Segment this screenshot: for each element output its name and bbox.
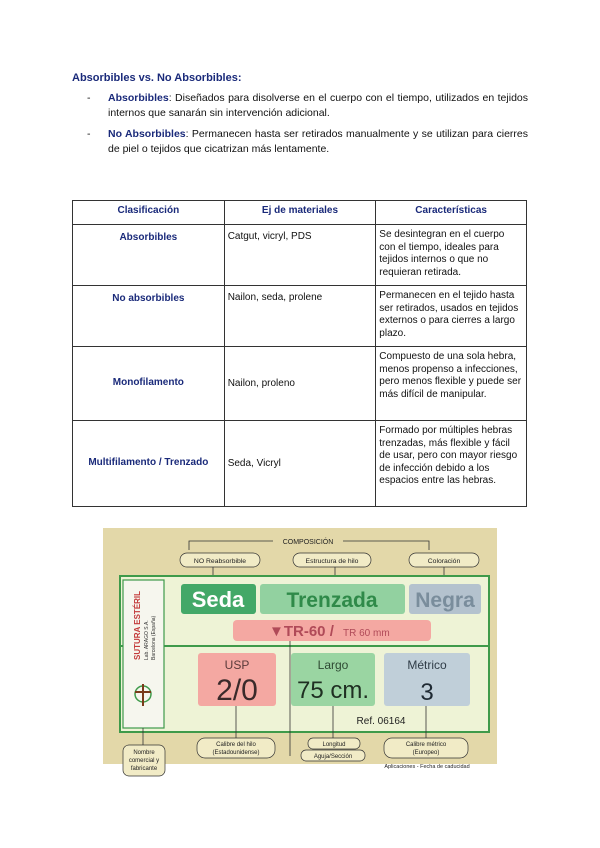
label-nombre-line: Nombre <box>133 750 155 756</box>
classification-table <box>72 200 527 507</box>
label-calibre-metrico-line: Calibre métrico <box>405 742 447 748</box>
bullet-no-absorbibles <box>87 127 529 157</box>
row-name: Monofilamento <box>73 347 225 421</box>
bracket-line <box>343 541 429 550</box>
table-header-row <box>73 201 527 225</box>
brand-title: SUTURA ESTÉRIL <box>133 590 142 660</box>
brand-line: Lab. ARAGO S.A. <box>144 620 150 660</box>
row-materials: Catgut, vicryl, PDS <box>224 225 376 286</box>
label-aguja-text: Aguja/Sección <box>313 754 353 760</box>
table-row <box>73 225 527 286</box>
bullet-absorbibles <box>87 91 528 121</box>
usp-value: 2/0 <box>216 674 258 707</box>
bullet-text: : Permanecen hasta ser retirados manualmente y se utilizan para cierres de piel o tejidos que cicatrizan más lentamente. <box>108 128 529 155</box>
header-caracteristicas: Características <box>376 201 527 225</box>
label-calibre-hilo-line: (Estadounidense) <box>212 750 260 756</box>
bullet-dash: - <box>87 128 91 140</box>
row-materials: Nailon, seda, prolene <box>224 286 376 347</box>
label-calibre-metrico-line: (Europeo) <box>412 750 440 756</box>
bullet-term: Absorbibles <box>108 92 169 104</box>
row-name: No absorbibles <box>73 286 225 347</box>
negra-text: Negra <box>415 589 475 612</box>
bullet-dash: - <box>87 92 91 104</box>
tr-code: ▼TR-60 / <box>269 623 334 640</box>
table-row <box>73 347 527 421</box>
label-longitud-text: Longitud <box>322 742 346 748</box>
header-clasificacion: Clasificación <box>73 201 225 225</box>
section-heading: Absorbibles vs. No Absorbibles: <box>72 72 242 84</box>
row-name: Absorbibles <box>73 225 225 286</box>
ref-number: Ref. 06164 <box>356 716 406 727</box>
tr-sub: TR 60 mm <box>343 628 390 639</box>
footer-text: Aplicaciones - Fecha de caducidad <box>384 764 470 770</box>
metrico-value: 3 <box>420 679 434 706</box>
bullet-text: : Diseñados para disolverse en el cuerpo con el tiempo, utilizados en tejidos internos que sanarán sin intervención adicional. <box>108 92 528 119</box>
metrico-label: Métrico <box>407 658 447 672</box>
label-coloracion-text: Coloración <box>427 558 461 565</box>
row-desc: Compuesto de una sola hebra, menos propenso a infecciones, pero menos flexible y puede ser más difícil de manipular. <box>376 347 527 421</box>
suture-label-figure <box>103 528 497 772</box>
label-nombre-line: fabricante <box>130 766 158 772</box>
header-materiales: Ej de materiales <box>224 201 376 225</box>
label-nombre-line: comercial y <box>128 758 160 764</box>
row-materials: Seda, Vicryl <box>224 421 376 507</box>
bullet-term: No Absorbibles <box>108 128 186 140</box>
row-name: Multifilamento / Trenzado <box>73 421 225 507</box>
trenzada-text: Trenzada <box>286 589 378 612</box>
usp-label: USP <box>224 658 250 672</box>
row-desc: Permanecen en el tejido hasta ser retirados, usados en tejidos externos o para cierres a largo plazo. <box>376 286 527 347</box>
row-desc: Formado por múltiples hebras trenzadas, más flexible y fácil de usar, pero con mayor riesgo de infección debido a los espacios entre las hebras. <box>376 421 527 507</box>
table-row <box>73 286 527 347</box>
row-materials: Nailon, proleno <box>224 347 376 421</box>
brand-line: Barcelona (España) <box>151 615 157 660</box>
bracket-line <box>189 541 273 550</box>
largo-value: 75 cm. <box>296 677 370 704</box>
label-estructura-text: Estructura de hilo <box>305 558 359 565</box>
table-row <box>73 421 527 507</box>
largo-label: Largo <box>317 658 349 672</box>
label-calibre-hilo-line: Calibre del hilo <box>216 742 256 748</box>
composicion-title: COMPOSICIÓN <box>282 539 334 546</box>
seda-text: Seda <box>191 587 245 612</box>
row-desc: Se desintegran en el cuerpo con el tiempo, ideales para tejidos internos o que no requieran retirada. <box>376 225 527 286</box>
label-no-reabsorbible-text: NO Reabsorbible <box>193 558 247 565</box>
